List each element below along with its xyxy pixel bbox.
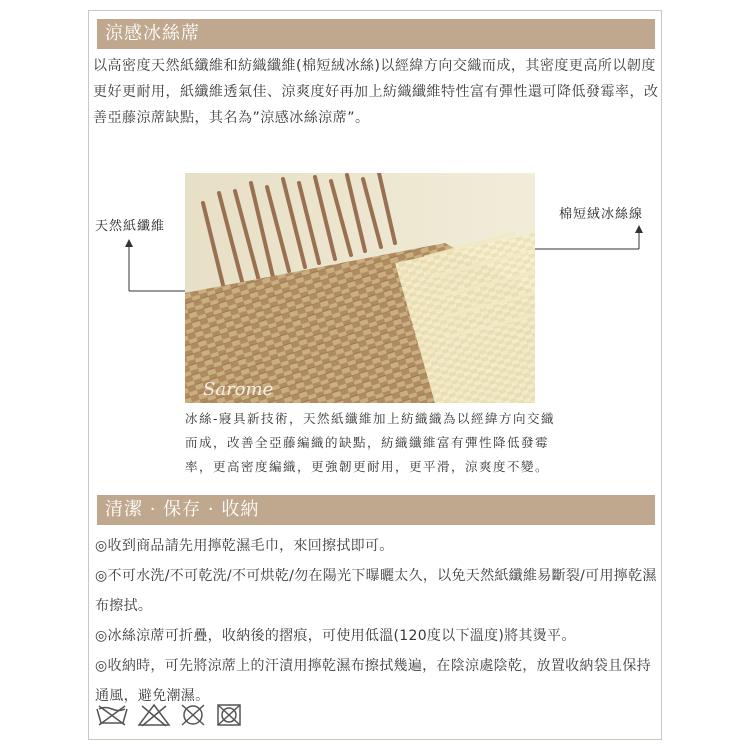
product-info-panel bbox=[88, 10, 662, 740]
section-header-product bbox=[97, 19, 655, 49]
callout-label-paper-fiber: 天然紙纖維 bbox=[95, 219, 166, 234]
care-item: ◎不可水洗/不可乾洗/不可烘乾/勿在陽光下曝曬太久，以免天然紙纖維易斷裂/可用擰乾濕布擦拭。 bbox=[95, 568, 657, 614]
no-wash-icon bbox=[95, 703, 129, 727]
callout-label-cotton-thread: 棉短絨冰絲線 bbox=[559, 207, 644, 222]
care-item: ◎收納時，可先將涼蓆上的汗漬用擰乾濕布擦拭幾遍，在陰涼處陰乾，放置收納袋且保持通風，避免潮濕。 bbox=[95, 658, 651, 704]
no-dry-clean-icon bbox=[179, 703, 207, 727]
section-title-product: 涼感冰絲蓆 bbox=[105, 23, 200, 44]
product-photo bbox=[185, 173, 535, 403]
callout-arrow-left bbox=[119, 237, 189, 297]
no-tumble-dry-icon bbox=[215, 703, 243, 727]
woven-mat-illustration bbox=[185, 173, 535, 403]
intro-paragraph: 以高密度天然紙纖維和紡織纖維(棉短絨冰絲)以經緯方向交織而成，其密度更高所以韌度更好更耐用，紙纖維透氣佳、涼爽度好再加上紡織纖維特性富有彈性還可降低發霉率，改善亞藤涼蓆缺點，其名為”涼感冰絲涼蓆”。 bbox=[93, 58, 659, 126]
no-bleach-icon bbox=[137, 703, 171, 727]
section-header-care bbox=[97, 495, 655, 525]
care-symbols bbox=[95, 703, 243, 727]
section-title-care: 清潔 · 保存 · 收納 bbox=[105, 499, 260, 520]
care-instructions-list bbox=[95, 531, 661, 711]
photo-watermark: Sarome bbox=[203, 379, 274, 400]
photo-caption: 冰絲-寢具新技術，天然紙纖維加上紡織織為以經緯方向交織而成，改善全亞藤編織的缺點，紡織纖維富有彈性降低發霉率，更高密度編織，更強韌更耐用，更平滑，涼爽度不變。 bbox=[185, 411, 556, 474]
care-item: ◎冰絲涼蓆可折疊，收納後的摺痕，可使用低溫(120度以下溫度)將其燙平。 bbox=[95, 628, 576, 644]
care-item: ◎收到商品請先用擰乾濕毛巾，來回擦拭即可。 bbox=[95, 538, 394, 554]
